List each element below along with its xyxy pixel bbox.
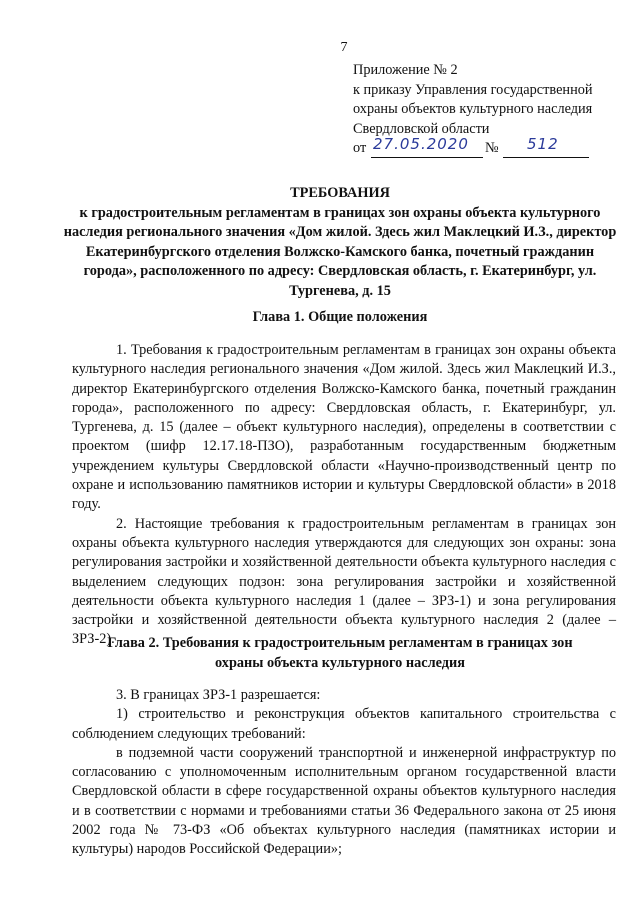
title-subtitle: к градостроительным регламентам в границах зон охраны объекта культурного наследия регионального значения «Дом жилой. Здесь жил Маклецкий И.З., директор Екатеринбургского отделения Волжско-Камского банка, почетный гражданин города», расположенного по адресу: Свердловская область, г. Екатеринбург, ул. Тургенева, д. 15 (63, 204, 617, 299)
paragraph: в подземной части сооружений транспортной и инженерной инфраструктур по согласованию с уполномоченным исполнительным органом государственной власти Свердловской области в сфере государственной охраны объектов культурного наследия и в соответствии с нормами и требованиями статьи 36 Федерального закона от 25 июня 2002 года № 73-ФЗ «Об объектах культурного наследия (памятниках истории и культуры) народов Российской Федерации»; (72, 744, 616, 858)
document-title (60, 184, 620, 302)
chapter-2-title (60, 634, 620, 673)
paragraph: 1. Требования к градостроительным регламентам в границах зон охраны объекта культурного наследия регионального значения «Дом жилой. Здесь жил Маклецкий И.З., директор Екатеринбургского отделения Волжско-Камского банка, почетный гражданин города», расположенного по адресу: Свердловская область, г. Екатеринбург, ул. Тургенева, д. 15 (далее – объект культурного наследия), определены в соответствии с проектом (шифр 12.17.18-ПЗО), разработанным государственным бюджетным учреждением культуры Свердловской области «Научно-производственный центр по охране и использованию памятников истории и культуры Свердловской области» в 2018 году. (72, 342, 616, 513)
annex-header (353, 61, 628, 159)
annex-line: Свердловской области (353, 120, 490, 137)
chapter-1-title: Глава 1. Общие положения (252, 309, 428, 325)
annex-line: охраны объектов культурного наследия (353, 101, 593, 117)
annex-line: к приказу Управления государственной (353, 81, 593, 98)
handwritten-date: 27.05.2020 (373, 135, 469, 153)
annex-line: Приложение № 2 (353, 62, 458, 78)
order-date-number-row (353, 135, 628, 159)
paragraph: 3. В границах ЗРЗ-1 разрешается: (116, 687, 321, 703)
from-label: от (353, 140, 367, 156)
chapter-2-title-line: охраны объекта культурного наследия (215, 654, 465, 671)
title-heading: ТРЕБОВАНИЯ (290, 185, 390, 201)
chapter-2-body (72, 686, 616, 860)
paragraph: 1) строительство и реконструкция объектов капитального строительства с соблюдением следующих требований: (72, 706, 616, 742)
chapter-2-title-line: Глава 2. Требования к градостроительным регламентам в границах зон (107, 635, 573, 651)
chapter-1-body (72, 341, 616, 650)
number-label: № (485, 140, 499, 156)
paragraph: 2. Настоящие требования к градостроительным регламентам в границах зон охраны объекта культурного наследия утверждаются для следующих зон охраны: зона регулирования застройки и хозяйственной деятельности объекта культурного наследия с выделением следующих подзон: зона регулирования застройки и хозяйственной деятельности объекта культурного наследия 1 (далее – ЗРЗ-1) и зона регулирования застройки и хозяйственной деятельности объекта культурного наследия 2 (далее – ЗРЗ-2). (72, 515, 616, 648)
handwritten-number: 512 (527, 135, 559, 153)
page-number: 7 (340, 40, 348, 55)
